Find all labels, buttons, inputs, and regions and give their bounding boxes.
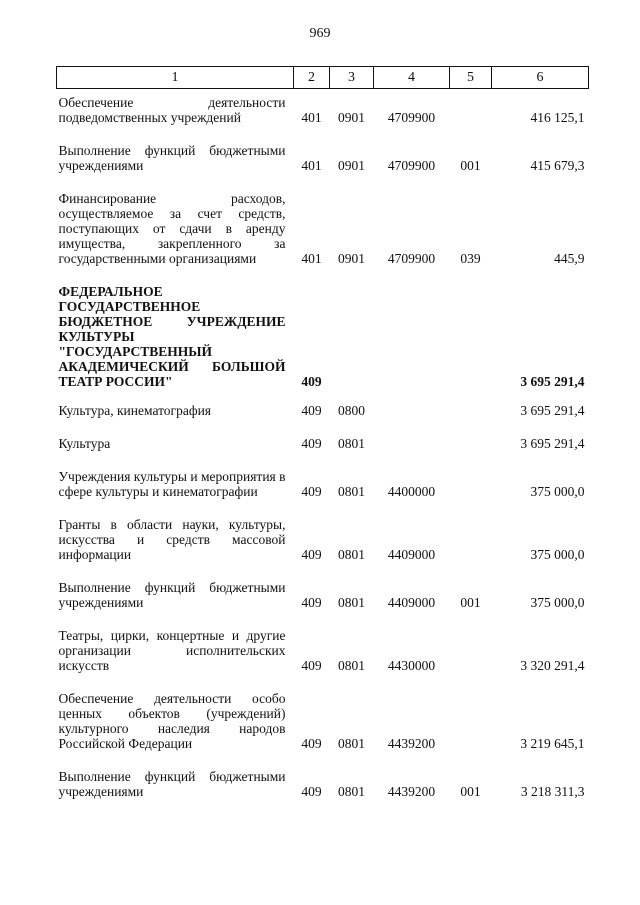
ministry-code: 409 — [301, 736, 322, 751]
section-code: 0801 — [338, 658, 365, 673]
amount-value: 415 679,3 — [530, 158, 585, 173]
ministry-code: 409 — [301, 436, 322, 451]
amount-value: 3 695 291,4 — [520, 436, 585, 451]
item-name: Культура, кинематография — [58, 403, 212, 418]
column-header-5: 5 — [450, 67, 492, 89]
target-code: 4400000 — [387, 484, 436, 499]
row-spacer-cell — [57, 451, 589, 469]
table-row — [57, 517, 589, 562]
expense-type-code — [450, 469, 492, 499]
section-code: 0801 — [338, 736, 365, 751]
item-name: Учреждения культуры и мероприятия в сфере культуры и кинематографии — [58, 469, 286, 499]
ministry-code: 401 — [301, 110, 322, 125]
ministry-code: 409 — [301, 374, 322, 389]
row-spacer — [57, 673, 589, 691]
target-code — [374, 403, 450, 418]
amount-value: 3 695 291,4 — [520, 403, 585, 418]
target-code: 4409000 — [387, 595, 436, 610]
table-row — [57, 691, 589, 751]
budget-table — [56, 66, 589, 799]
section-code: 0801 — [338, 784, 365, 799]
row-spacer — [57, 499, 589, 517]
row-spacer — [57, 751, 589, 769]
amount-value: 375 000,0 — [530, 595, 585, 610]
section-code: 0901 — [338, 158, 365, 173]
expense-type-code — [450, 691, 492, 751]
ministry-code: 401 — [301, 251, 322, 266]
item-name: Выполнение функций бюджетными учреждениями — [58, 769, 286, 799]
item-name: Обеспечение деятельности подведомственных учреждений — [58, 95, 286, 125]
section-code: 0800 — [338, 403, 365, 418]
section-code: 0801 — [338, 484, 365, 499]
ministry-code: 409 — [301, 658, 322, 673]
expense-type-code — [450, 436, 492, 451]
row-spacer — [57, 125, 589, 143]
row-spacer-cell — [57, 389, 589, 403]
item-name: Культура — [58, 436, 111, 451]
column-header-4: 4 — [374, 67, 450, 89]
expense-type-code — [450, 628, 492, 673]
table-row — [57, 580, 589, 610]
ministry-code: 401 — [301, 158, 322, 173]
target-code: 4709900 — [387, 251, 436, 266]
expense-type-code — [450, 403, 492, 418]
expense-type-code: 001 — [460, 595, 481, 610]
row-spacer — [57, 610, 589, 628]
section-code: 0801 — [338, 547, 365, 562]
ministry-code: 409 — [301, 547, 322, 562]
amount-value: 3 219 645,1 — [520, 736, 585, 751]
row-spacer-cell — [57, 499, 589, 517]
table-row — [57, 469, 589, 499]
row-spacer-cell — [57, 673, 589, 691]
table-row — [57, 95, 589, 125]
section-code: 0901 — [338, 251, 365, 266]
target-code: 4439200 — [387, 784, 436, 799]
section-code: 0801 — [338, 436, 365, 451]
item-name: Обеспечение деятельности особо ценных объектов (учреждений) культурного наследия народов Российской Федерации — [58, 691, 286, 751]
row-spacer — [57, 173, 589, 191]
item-name: Финансирование расходов, осуществляемое за счет средств, поступающих от сдачи в аренду имущества, закрепленного за государственными организациями — [58, 191, 286, 266]
target-code: 4709900 — [387, 158, 436, 173]
item-name: Театры, цирки, концертные и другие организации исполнительских искусств — [58, 628, 286, 673]
row-spacer-cell — [57, 751, 589, 769]
table-row — [57, 436, 589, 451]
table-body — [57, 89, 589, 800]
row-spacer-cell — [57, 173, 589, 191]
amount-value: 375 000,0 — [530, 484, 585, 499]
amount-value: 3 320 291,4 — [520, 658, 585, 673]
expense-type-code: 039 — [460, 251, 481, 266]
row-spacer-cell — [57, 610, 589, 628]
table-row — [57, 191, 589, 266]
target-code — [374, 284, 450, 389]
table-row — [57, 403, 589, 418]
ministry-code: 409 — [301, 784, 322, 799]
table-row — [57, 143, 589, 173]
section-code: 0901 — [338, 110, 365, 125]
ministry-code: 409 — [301, 484, 322, 499]
item-name: ФЕДЕРАЛЬНОЕ ГОСУДАРСТВЕННОЕ БЮДЖЕТНОЕ УЧРЕЖДЕНИЕ КУЛЬТУРЫ "ГОСУДАРСТВЕННЫЙ АКАДЕМИЧЕСКИЙ БОЛЬШОЙ ТЕАТР РОССИИ" — [58, 284, 286, 389]
expense-type-code: 001 — [460, 158, 481, 173]
table-row — [57, 769, 589, 799]
column-header-6: 6 — [492, 67, 589, 89]
target-code: 4709900 — [387, 110, 436, 125]
amount-value: 445,9 — [554, 251, 585, 266]
section-code: 0801 — [338, 595, 365, 610]
item-name: Гранты в области науки, культуры, искусства и средств массовой информации — [58, 517, 286, 562]
amount-value: 3 218 311,3 — [520, 784, 585, 799]
expense-type-code — [450, 284, 492, 389]
ministry-code: 409 — [301, 403, 322, 418]
row-spacer-cell — [57, 125, 589, 143]
table-row — [57, 284, 589, 389]
table-row — [57, 628, 589, 673]
row-spacer — [57, 451, 589, 469]
item-name: Выполнение функций бюджетными учреждениями — [58, 580, 286, 610]
header-row — [57, 67, 589, 89]
column-header-2: 2 — [294, 67, 330, 89]
row-spacer — [57, 562, 589, 580]
target-code: 4430000 — [387, 658, 436, 673]
row-spacer-cell — [57, 562, 589, 580]
expense-type-code — [450, 517, 492, 562]
target-code: 4409000 — [387, 547, 436, 562]
row-spacer — [57, 266, 589, 284]
page-number: 969 — [309, 26, 331, 41]
row-spacer — [57, 418, 589, 436]
section-code — [330, 284, 374, 389]
amount-value: 375 000,0 — [530, 547, 585, 562]
target-code: 4439200 — [387, 736, 436, 751]
expense-type-code — [450, 95, 492, 125]
target-code — [374, 436, 450, 451]
amount-value: 3 695 291,4 — [520, 374, 585, 389]
row-spacer-cell — [57, 266, 589, 284]
amount-value: 416 125,1 — [530, 110, 585, 125]
column-header-3: 3 — [330, 67, 374, 89]
column-header-1: 1 — [57, 67, 294, 89]
row-spacer-cell — [57, 418, 589, 436]
ministry-code: 409 — [301, 595, 322, 610]
row-spacer — [57, 389, 589, 403]
expense-type-code: 001 — [460, 784, 481, 799]
item-name: Выполнение функций бюджетными учреждениями — [58, 143, 286, 173]
